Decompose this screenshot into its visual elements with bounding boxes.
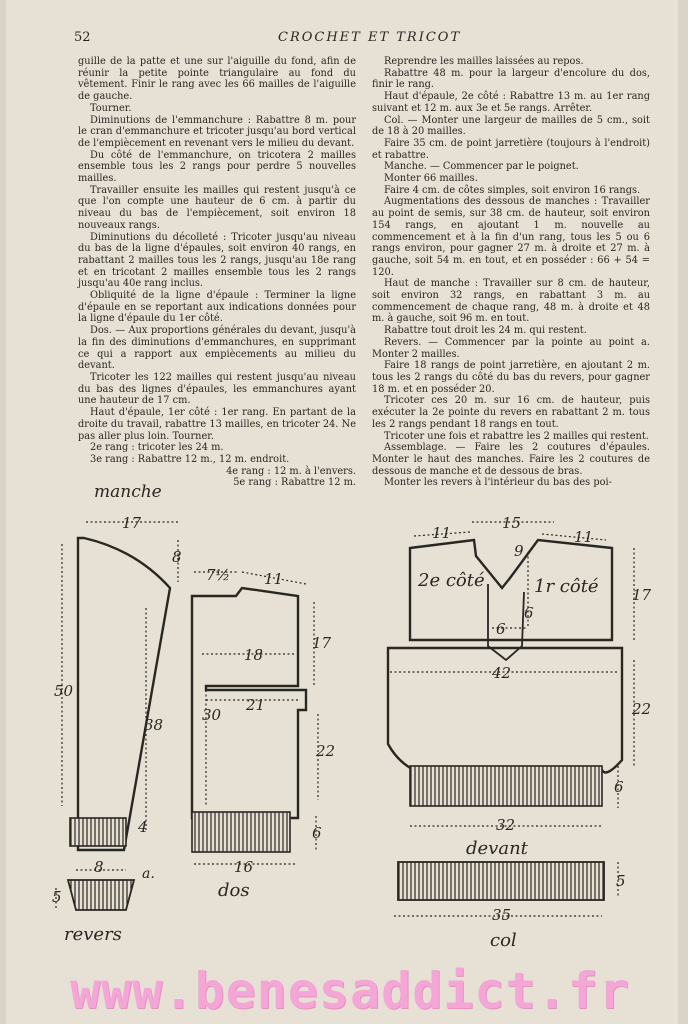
- paragraph: Faire 35 cm. de point jarretière (toujours à l'endroit) et rabattre.: [372, 137, 650, 161]
- paragraph: Travailler ensuite les mailles qui restent jusqu'à ce que l'on compte une hauteur de 6 cm. à partir du niveau du bas de l'empiècement, soit environ 18 nouveaux rangs.: [78, 184, 356, 231]
- dim-manche-bottom: 8: [94, 858, 104, 876]
- paragraph: Tricoter une fois et rabattre les 2 mailles qui restent.: [384, 430, 649, 442]
- paragraph: Dos. — Aux proportions générales du devant, jusqu'à la fin des diminutions d'emmanchures, en supprimant ce qui a rapport aux empiècements au milieu du devant.: [78, 325, 356, 372]
- dim-manche-top: 17: [122, 514, 142, 532]
- dim-dev-placket: 6: [496, 620, 506, 638]
- paragraph: Du côté de l'emmanchure, on tricotera 2 mailles ensemble tous les 2 rangs pour perdre 5 nouvelles mailles.: [78, 149, 356, 185]
- paragraph: Monter les revers à l'intérieur du bas des poi-: [384, 477, 612, 489]
- paragraph: Tricoter ces 20 m. sur 16 cm. de hauteur, puis exécuter la 2e pointe du revers en rabattant 2 m. tous les 2 rangs pendant 18 rangs en tout.: [372, 395, 650, 430]
- paragraph: 2e rang : tricoter les 24 m.: [90, 442, 224, 454]
- dim-dev-arm: 17: [632, 586, 652, 604]
- revers-outline: [68, 880, 134, 910]
- dim-dos-h2: 22: [316, 742, 336, 760]
- devant-rib: [410, 766, 602, 806]
- paragraph: Monter 66 mailles.: [384, 173, 478, 185]
- dim-col-width: 35: [492, 906, 512, 924]
- dim-dev-bottom: 32: [496, 816, 516, 834]
- dim-dev-width: 42: [492, 664, 512, 682]
- paragraph: Tricoter les 122 mailles qui restent jusqu'au niveau du bas des lignes d'épaules, les emmanchures ayant une hauteur de 17 cm.: [78, 371, 356, 407]
- dim-dev-rib: 6: [614, 778, 624, 796]
- label-point-a: a.: [142, 866, 155, 882]
- dim-dos-rib: 6: [312, 824, 322, 842]
- label-cote2: 2e côté: [418, 570, 485, 591]
- paragraph: Assemblage. — Faire les 2 coutures d'épaules. Monter le haut des manches. Faire les 2 coutures de dessous de manche et de dessous de bras.: [372, 442, 650, 477]
- manche-cuff: [70, 818, 126, 846]
- dim-dos-h1: 30: [202, 706, 222, 724]
- paragraph: Col. — Monter une largeur de mailles de 5 cm., soit de 18 à 20 mailles.: [372, 114, 650, 138]
- left-text-column: [78, 56, 356, 489]
- dim-col-height: 5: [616, 872, 626, 890]
- running-title: CROCHET ET TRICOT: [278, 30, 462, 45]
- paragraph: 5e rang : Rabattre 12 m.: [233, 477, 356, 489]
- dim-dev-v: 9: [514, 542, 524, 560]
- label-cote1: 1r côté: [534, 576, 599, 597]
- paragraph: Diminutions du décolleté : Tricoter jusqu'au niveau du bas de la ligne d'épaules, soit environ 40 rangs, en rabattant 2 mailles tous les 2 rangs, jusqu'au 18e rang et en tricotant 2 mailles ensemble tous les 2 rangs jusqu'au 40e rang inclus.: [78, 231, 356, 290]
- right-text-column: [372, 56, 650, 489]
- pattern-diagram: [6, 500, 678, 960]
- dim-dev-neck: 6: [524, 604, 534, 622]
- dim-dos-bottom: 16: [234, 858, 254, 876]
- paragraph: Faire 4 cm. de côtes simples, soit environ 16 rangs.: [384, 184, 641, 196]
- watermark: www.benesaddict.fr: [70, 962, 630, 1020]
- book-page: [6, 0, 678, 1024]
- label-devant: devant: [466, 838, 528, 859]
- dim-manche-cap: 8: [172, 548, 182, 566]
- dim-manche-cuff: 4: [138, 818, 148, 836]
- dim-revers-side: 5: [52, 888, 62, 906]
- dim-dev-top: 15: [502, 514, 522, 532]
- paragraph: Reprendre les mailles laissées au repos.: [384, 56, 584, 67]
- manche-caption: manche: [94, 482, 162, 502]
- page-number: 52: [74, 30, 91, 45]
- label-revers: revers: [64, 924, 122, 945]
- dim-manche-inner: 38: [144, 716, 164, 734]
- dim-dev-right-top: 11: [574, 528, 594, 546]
- paragraph: guille de la patte et une sur l'aiguille du fond, afin de réunir la petite pointe triangulaire au fond du vêtement. Finir le rang avec les 66 mailles de l'aiguille de gauche.: [78, 56, 356, 103]
- dim-dos-left-top: 7½: [206, 566, 231, 584]
- dim-manche-height: 50: [54, 682, 74, 700]
- paragraph: Rabattre tout droit les 24 m. qui restent.: [384, 325, 587, 337]
- paragraph: Tourner.: [90, 102, 132, 114]
- dos-rib: [192, 812, 290, 852]
- paragraph: Haut d'épaule, 1er côté : 1er rang. En partant de la droite du travail, rabattre 13 mailles, en tricoter 24. Ne pas aller plus loin. Tourner.: [78, 407, 356, 442]
- label-dos: dos: [218, 880, 250, 901]
- dim-dos-half: 21: [246, 696, 266, 714]
- manche-outline: [78, 538, 170, 850]
- paragraph: Rabattre 48 m. pour la largeur d'encolure du dos, finir le rang.: [372, 67, 650, 91]
- paragraph: Revers. — Commencer par la pointe au point a. Monter 2 mailles.: [372, 336, 650, 360]
- dim-dos-shoulder: 11: [264, 570, 284, 588]
- paragraph: Haut d'épaule, 2e côté : Rabattre 13 m. au 1er rang suivant et 12 m. aux 3e et 5e rangs. Arrêter.: [372, 91, 650, 114]
- dim-dev-left-top: 11: [432, 524, 452, 542]
- paragraph: Obliquité de la ligne d'épaule : Terminer la ligne d'épaule en se reportant aux indications données pour la ligne d'épaule du 1er côté.: [78, 290, 356, 325]
- paragraph: 4e rang : 12 m. à l'envers.: [226, 465, 356, 477]
- paragraph: Manche. — Commencer par le poignet.: [384, 161, 579, 173]
- paragraph: Diminutions de l'emmanchure : Rabattre 8 m. pour le cran d'emmanchure et tricoter jusqu'au bord vertical de l'empiècement en revenant vers le milieu du devant.: [78, 114, 356, 149]
- paragraph: Faire 18 rangs de point jarretière, en ajoutant 2 m. tous les 2 rangs du côté du bas du revers, pour gagner 18 m. et en posséder 20.: [372, 360, 650, 395]
- paragraph: Augmentations des dessous de manches : Travailler au point de semis, sur 38 cm. de hauteur, soit environ 154 rangs, en ajoutant 1 m. nouvelle au commencement et à la fin d'un rang, tous les 5 ou 6 rangs environ, pour gagner 27 m. à droite et 27 m. à gauche, soit 54 m. en tout, et en posséder : 66 + 54 = 120.: [372, 196, 650, 278]
- paragraph: 3e rang : Rabattre 12 m., 12 m. endroit.: [90, 453, 290, 465]
- dim-dev-side: 22: [632, 700, 652, 718]
- dim-dos-arm: 17: [312, 634, 332, 652]
- col-band: [398, 862, 604, 900]
- label-col: col: [490, 930, 517, 951]
- dim-dos-mid: 18: [244, 646, 264, 664]
- paragraph: Haut de manche : Travailler sur 8 cm. de hauteur, soit environ 32 rangs, en rabattant 3 m. au commencement de chaque rang, 48 m. à droite et 48 m. à gauche, soit 96 m. en tout.: [372, 278, 650, 325]
